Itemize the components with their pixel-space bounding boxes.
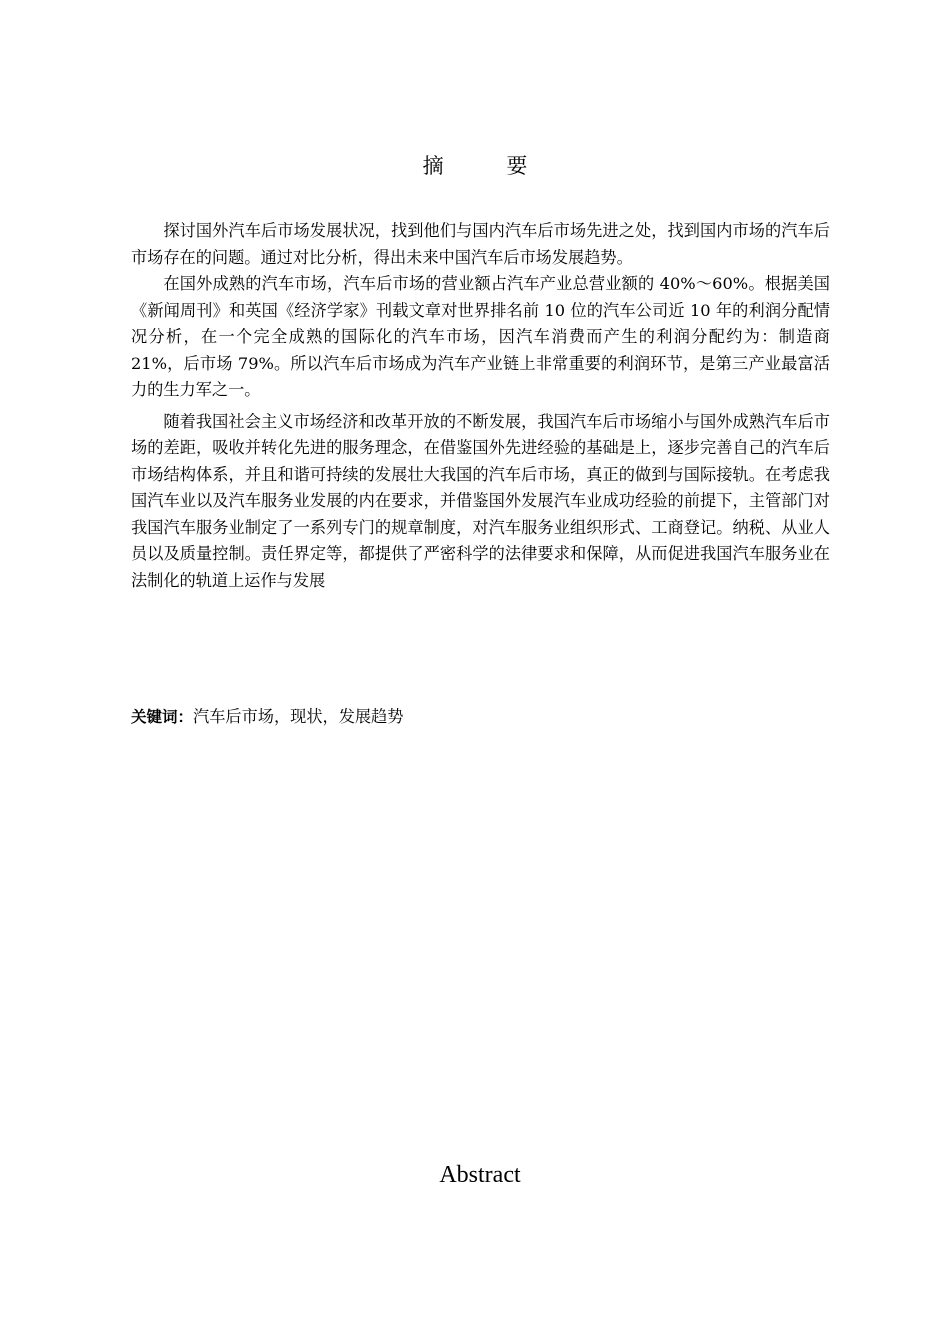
paragraph-1: 探讨国外汽车后市场发展状况，找到他们与国内汽车后市场先进之处，找到国内市场的汽车后市场存在的问题。通过对比分析，得出未来中国汽车后市场发展趋势。 bbox=[131, 221, 830, 267]
paragraph-2: 在国外成熟的汽车市场，汽车后市场的营业额占汽车产业总营业额的 40%～60%。根据美国《新闻周刊》和英国《经济学家》刊载文章对世界排名前 10 位的汽车公司近 10 年的利润分配情况分析，在一个完全成熟的国际化的汽车市场，因汽车消费而产生的利润分配约为：制造商 21%，后市场 79%。所以汽车后市场成为汽车产业链上非常重要的利润环节，是第三产业最富活力的生力军之一。 bbox=[131, 274, 830, 399]
abstract-title-en: Abstract bbox=[439, 1162, 521, 1188]
keywords-line bbox=[131, 704, 403, 730]
keywords-label: 关键词： bbox=[131, 708, 194, 726]
keywords-value: 汽车后市场，现状，发展趋势 bbox=[193, 707, 404, 726]
paragraph-3: 随着我国社会主义市场经济和改革开放的不断发展，我国汽车后市场缩小与国外成熟汽车后市场的差距，吸收并转化先进的服务理念，在借鉴国外先进经验的基础是上，逐步完善自己的汽车后市场结构体系，并且和谐可持续的发展壮大我国的汽车后市场，真正的做到与国际接轨。在考虑我国汽车业以及汽车服务业发展的内在要求，并借鉴国外发展汽车业成功经验的前提下，主管部门对我国汽车服务业制定了一系列专门的规章制度，对汽车服务业组织形式、工商登记。纳税、从业人员以及质量控制。责任界定等，都提供了严密科学的法律要求和保障，从而促进我国汽车服务业在法制化的轨道上运作与发展 bbox=[131, 411, 830, 590]
abstract-title-cn: 摘 要 bbox=[422, 154, 556, 178]
abstract-body bbox=[131, 218, 830, 594]
